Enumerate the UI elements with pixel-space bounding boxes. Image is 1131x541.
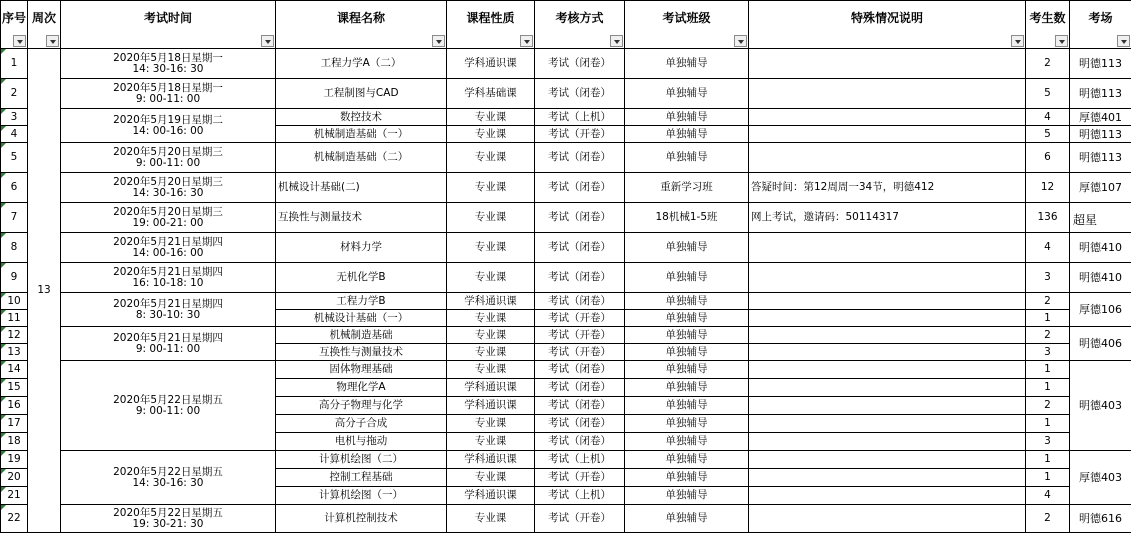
cell-mode[interactable]: 考试（开卷） — [535, 310, 625, 327]
table-row — [1, 203, 1131, 233]
cell-mode[interactable]: 考试（开卷） — [535, 505, 625, 533]
table-row — [1, 327, 1131, 344]
cell-note[interactable] — [749, 361, 1026, 379]
cell-time[interactable]: 2020年5月20日星期三 9: 00-11: 00 — [61, 143, 276, 173]
cell-note[interactable] — [749, 327, 1026, 344]
cell-count[interactable]: 3 — [1026, 263, 1070, 293]
cell-class[interactable]: 单独辅导 — [625, 451, 749, 469]
cell-no[interactable]: 2 — [1, 79, 28, 109]
header-class: 考试班级 — [625, 1, 749, 49]
cell-time[interactable]: 2020年5月20日星期三 19: 00-21: 00 — [61, 203, 276, 233]
cell-course[interactable]: 互换性与测量技术 — [276, 203, 447, 233]
filter-dropdown-icon[interactable] — [432, 35, 445, 47]
cell-mode[interactable]: 考试（闭卷） — [535, 49, 625, 79]
cell-count[interactable]: 4 — [1026, 487, 1070, 505]
cell-no[interactable]: 12 — [1, 327, 28, 344]
cell-no[interactable]: 14 — [1, 361, 28, 379]
header-mode: 考核方式 — [535, 1, 625, 49]
cell-mode[interactable]: 考试（闭卷） — [535, 293, 625, 310]
cell-nature[interactable]: 专业课 — [447, 327, 535, 344]
note-marker-icon — [1, 487, 6, 492]
cell-course[interactable]: 机械制造基础 — [276, 327, 447, 344]
note-marker-icon — [1, 469, 6, 474]
cell-mode[interactable]: 考试（闭卷） — [535, 263, 625, 293]
cell-course[interactable]: 材料力学 — [276, 233, 447, 263]
cell-time[interactable]: 2020年5月18日星期一 14: 30-16: 30 — [61, 49, 276, 79]
cell-nature[interactable]: 学科基础课 — [447, 79, 535, 109]
cell-time[interactable]: 2020年5月19日星期二 14: 00-16: 00 — [61, 109, 276, 143]
cell-note[interactable] — [749, 233, 1026, 263]
cell-note[interactable] — [749, 469, 1026, 487]
note-marker-icon — [1, 293, 6, 298]
cell-room[interactable]: 明德113 — [1070, 49, 1131, 79]
cell-course[interactable]: 工程制图与CAD — [276, 79, 447, 109]
cell-mode[interactable]: 考试（闭卷） — [535, 233, 625, 263]
table-row — [1, 109, 1131, 126]
cell-no[interactable]: 8 — [1, 233, 28, 263]
table-row — [1, 233, 1131, 263]
cell-room[interactable]: 明德113 — [1070, 126, 1131, 143]
cell-count[interactable]: 1 — [1026, 310, 1070, 327]
cell-class[interactable]: 单独辅导 — [625, 505, 749, 533]
note-marker-icon — [1, 361, 6, 366]
cell-class[interactable]: 单独辅导 — [625, 327, 749, 344]
table-row — [1, 361, 1131, 379]
cell-course[interactable]: 控制工程基础 — [276, 469, 447, 487]
cell-course[interactable]: 物理化学A — [276, 379, 447, 397]
cell-room[interactable]: 明德410 — [1070, 263, 1131, 293]
cell-class[interactable]: 单独辅导 — [625, 263, 749, 293]
cell-class[interactable]: 单独辅导 — [625, 433, 749, 451]
note-marker-icon — [1, 310, 6, 315]
filter-dropdown-icon[interactable] — [734, 35, 747, 47]
cell-class[interactable]: 单独辅导 — [625, 49, 749, 79]
filter-dropdown-icon[interactable] — [610, 35, 623, 47]
cell-time[interactable]: 2020年5月20日星期三 14: 30-16: 30 — [61, 173, 276, 203]
cell-mode[interactable]: 考试（闭卷） — [535, 379, 625, 397]
cell-no[interactable]: 15 — [1, 379, 28, 397]
cell-note[interactable] — [749, 487, 1026, 505]
cell-note[interactable] — [749, 505, 1026, 533]
cell-nature[interactable]: 学科通识课 — [447, 487, 535, 505]
note-marker-icon — [1, 433, 6, 438]
cell-no[interactable]: 1 — [1, 49, 28, 79]
note-marker-icon — [1, 143, 6, 148]
cell-class[interactable]: 单独辅导 — [625, 415, 749, 433]
cell-nature[interactable]: 学科通识课 — [447, 49, 535, 79]
note-marker-icon — [1, 173, 6, 178]
note-marker-icon — [1, 397, 6, 402]
cell-note[interactable] — [749, 49, 1026, 79]
cell-no[interactable]: 18 — [1, 433, 28, 451]
cell-nature[interactable]: 学科通识课 — [447, 379, 535, 397]
cell-no[interactable]: 10 — [1, 293, 28, 310]
filter-dropdown-icon[interactable] — [261, 35, 274, 47]
header-note: 特殊情况说明 — [749, 1, 1026, 49]
cell-class[interactable]: 单独辅导 — [625, 379, 749, 397]
cell-class[interactable]: 单独辅导 — [625, 126, 749, 143]
note-marker-icon — [1, 344, 6, 349]
note-marker-icon — [1, 415, 6, 420]
cell-class[interactable]: 单独辅导 — [625, 361, 749, 379]
cell-course[interactable]: 互换性与测量技术 — [276, 344, 447, 361]
cell-room[interactable]: 超星 — [1070, 203, 1131, 233]
cell-nature[interactable]: 专业课 — [447, 415, 535, 433]
cell-count[interactable]: 136 — [1026, 203, 1070, 233]
filter-dropdown-icon[interactable] — [1055, 35, 1068, 47]
cell-class[interactable]: 单独辅导 — [625, 79, 749, 109]
note-marker-icon — [1, 379, 6, 384]
cell-count[interactable]: 12 — [1026, 173, 1070, 203]
cell-class[interactable]: 单独辅导 — [625, 469, 749, 487]
cell-week[interactable]: 13 — [28, 49, 61, 533]
cell-no[interactable]: 9 — [1, 263, 28, 293]
cell-time[interactable]: 2020年5月21日星期四 9: 00-11: 00 — [61, 327, 276, 361]
header-course: 课程名称 — [276, 1, 447, 49]
cell-nature[interactable]: 专业课 — [447, 361, 535, 379]
note-marker-icon — [1, 126, 6, 131]
cell-time[interactable]: 2020年5月22日星期五 9: 00-11: 00 — [61, 361, 276, 451]
cell-count[interactable]: 2 — [1026, 49, 1070, 79]
note-marker-icon — [1, 451, 6, 456]
cell-course[interactable]: 计算机绘图（二） — [276, 451, 447, 469]
cell-no[interactable]: 5 — [1, 143, 28, 173]
cell-note[interactable] — [749, 293, 1026, 310]
cell-room[interactable]: 厚德106 — [1070, 293, 1131, 327]
cell-class[interactable]: 单独辅导 — [625, 293, 749, 310]
cell-nature[interactable]: 专业课 — [447, 344, 535, 361]
cell-count[interactable]: 4 — [1026, 109, 1070, 126]
cell-nature[interactable]: 专业课 — [447, 143, 535, 173]
cell-mode[interactable]: 考试（开卷） — [535, 344, 625, 361]
cell-note[interactable] — [749, 109, 1026, 126]
cell-time[interactable]: 2020年5月22日星期五 14: 30-16: 30 — [61, 451, 276, 505]
cell-no[interactable]: 16 — [1, 397, 28, 415]
cell-note[interactable]: 答疑时间：第12周周一34节，明德412 — [749, 173, 1026, 203]
cell-note[interactable] — [749, 344, 1026, 361]
cell-no[interactable]: 4 — [1, 126, 28, 143]
cell-note[interactable] — [749, 379, 1026, 397]
cell-nature[interactable]: 专业课 — [447, 263, 535, 293]
cell-course[interactable]: 固体物理基础 — [276, 361, 447, 379]
cell-nature[interactable]: 学科通识课 — [447, 293, 535, 310]
cell-count[interactable]: 1 — [1026, 379, 1070, 397]
cell-note[interactable] — [749, 433, 1026, 451]
cell-note[interactable] — [749, 79, 1026, 109]
table-row — [1, 173, 1131, 203]
cell-no[interactable]: 11 — [1, 310, 28, 327]
cell-count[interactable]: 2 — [1026, 327, 1070, 344]
table-row — [1, 143, 1131, 173]
cell-no[interactable]: 22 — [1, 505, 28, 533]
cell-time[interactable]: 2020年5月21日星期四 8: 30-10: 30 — [61, 293, 276, 327]
filter-dropdown-icon[interactable] — [1117, 35, 1130, 47]
header-no: 序号 — [1, 1, 28, 49]
cell-nature[interactable]: 专业课 — [447, 233, 535, 263]
table-row — [1, 451, 1131, 469]
cell-room[interactable]: 明德410 — [1070, 233, 1131, 263]
cell-mode[interactable]: 考试（闭卷） — [535, 397, 625, 415]
header-count: 考生数 — [1026, 1, 1070, 49]
cell-room[interactable]: 厚德107 — [1070, 173, 1131, 203]
cell-room[interactable]: 厚德403 — [1070, 451, 1131, 505]
cell-class[interactable]: 重新学习班 — [625, 173, 749, 203]
note-marker-icon — [1, 79, 6, 84]
cell-course[interactable]: 机械设计基础（一） — [276, 310, 447, 327]
cell-count[interactable]: 3 — [1026, 433, 1070, 451]
cell-room[interactable]: 明德113 — [1070, 79, 1131, 109]
cell-class[interactable]: 单独辅导 — [625, 109, 749, 126]
cell-count[interactable]: 4 — [1026, 233, 1070, 263]
cell-mode[interactable]: 考试（开卷） — [535, 469, 625, 487]
table-row — [1, 263, 1131, 293]
cell-note[interactable]: 网上考试，邀请码：50114317 — [749, 203, 1026, 233]
cell-count[interactable]: 5 — [1026, 126, 1070, 143]
cell-class[interactable]: 18机械1-5班 — [625, 203, 749, 233]
cell-course[interactable]: 机械制造基础（二） — [276, 143, 447, 173]
cell-course[interactable]: 机械设计基础(二) — [276, 173, 447, 203]
cell-no[interactable]: 7 — [1, 203, 28, 233]
cell-mode[interactable]: 考试（闭卷） — [535, 433, 625, 451]
cell-no[interactable]: 19 — [1, 451, 28, 469]
cell-count[interactable]: 1 — [1026, 415, 1070, 433]
cell-course[interactable]: 无机化学B — [276, 263, 447, 293]
note-marker-icon — [1, 327, 6, 332]
cell-nature[interactable]: 学科通识课 — [447, 451, 535, 469]
header-time: 考试时间 — [61, 1, 276, 49]
cell-time[interactable]: 2020年5月18日星期一 9: 00-11: 00 — [61, 79, 276, 109]
cell-note[interactable] — [749, 126, 1026, 143]
cell-note[interactable] — [749, 397, 1026, 415]
cell-class[interactable]: 单独辅导 — [625, 233, 749, 263]
cell-room[interactable]: 明德406 — [1070, 327, 1131, 361]
cell-note[interactable] — [749, 451, 1026, 469]
cell-nature[interactable]: 专业课 — [447, 173, 535, 203]
header-row — [1, 1, 1131, 49]
cell-course[interactable]: 计算机绘图（一） — [276, 487, 447, 505]
cell-course[interactable]: 工程力学B — [276, 293, 447, 310]
filter-dropdown-icon[interactable] — [46, 35, 59, 47]
table-row — [1, 293, 1131, 310]
cell-note[interactable] — [749, 263, 1026, 293]
cell-count[interactable]: 1 — [1026, 361, 1070, 379]
filter-dropdown-icon[interactable] — [1011, 35, 1024, 47]
cell-room[interactable]: 明德403 — [1070, 361, 1131, 451]
cell-class[interactable]: 单独辅导 — [625, 487, 749, 505]
cell-mode[interactable]: 考试（闭卷） — [535, 361, 625, 379]
cell-mode[interactable]: 考试（闭卷） — [535, 173, 625, 203]
cell-count[interactable]: 1 — [1026, 469, 1070, 487]
note-marker-icon — [1, 505, 6, 510]
cell-nature[interactable]: 专业课 — [447, 109, 535, 126]
cell-mode[interactable]: 考试（开卷） — [535, 327, 625, 344]
cell-time[interactable]: 2020年5月21日星期四 14: 00-16: 00 — [61, 233, 276, 263]
table-row — [1, 505, 1131, 533]
cell-nature[interactable]: 学科通识课 — [447, 397, 535, 415]
filter-dropdown-icon[interactable] — [13, 35, 26, 47]
cell-room[interactable]: 明德113 — [1070, 143, 1131, 173]
cell-note[interactable] — [749, 143, 1026, 173]
cell-no[interactable]: 3 — [1, 109, 28, 126]
note-marker-icon — [1, 109, 6, 114]
cell-course[interactable]: 数控技术 — [276, 109, 447, 126]
cell-no[interactable]: 13 — [1, 344, 28, 361]
cell-nature[interactable]: 专业课 — [447, 469, 535, 487]
cell-no[interactable]: 20 — [1, 469, 28, 487]
header-week: 周次 — [28, 1, 61, 49]
header-nature: 课程性质 — [447, 1, 535, 49]
cell-course[interactable]: 高分子物理与化学 — [276, 397, 447, 415]
note-marker-icon — [1, 49, 6, 54]
cell-mode[interactable]: 考试（上机） — [535, 109, 625, 126]
cell-mode[interactable]: 考试（上机） — [535, 451, 625, 469]
cell-nature[interactable]: 专业课 — [447, 310, 535, 327]
cell-count[interactable]: 2 — [1026, 505, 1070, 533]
filter-dropdown-icon[interactable] — [520, 35, 533, 47]
cell-note[interactable] — [749, 415, 1026, 433]
cell-mode[interactable]: 考试（闭卷） — [535, 143, 625, 173]
cell-mode[interactable]: 考试（上机） — [535, 487, 625, 505]
cell-course[interactable]: 工程力学A（二） — [276, 49, 447, 79]
header-room: 考场 — [1070, 1, 1131, 49]
cell-count[interactable]: 2 — [1026, 397, 1070, 415]
cell-class[interactable]: 单独辅导 — [625, 397, 749, 415]
cell-count[interactable]: 1 — [1026, 451, 1070, 469]
cell-time[interactable]: 2020年5月21日星期四 16: 10-18: 10 — [61, 263, 276, 293]
note-marker-icon — [1, 203, 6, 208]
cell-nature[interactable]: 专业课 — [447, 505, 535, 533]
cell-class[interactable]: 单独辅导 — [625, 310, 749, 327]
cell-mode[interactable]: 考试（闭卷） — [535, 79, 625, 109]
note-marker-icon — [1, 233, 6, 238]
cell-nature[interactable]: 专业课 — [447, 203, 535, 233]
cell-count[interactable]: 2 — [1026, 293, 1070, 310]
table-row — [1, 49, 1131, 79]
table-row — [1, 79, 1131, 109]
cell-class[interactable]: 单独辅导 — [625, 143, 749, 173]
cell-count[interactable]: 3 — [1026, 344, 1070, 361]
cell-class[interactable]: 单独辅导 — [625, 344, 749, 361]
cell-time[interactable]: 2020年5月22日星期五 19: 30-21: 30 — [61, 505, 276, 533]
cell-no[interactable]: 21 — [1, 487, 28, 505]
cell-no[interactable]: 6 — [1, 173, 28, 203]
cell-course[interactable]: 计算机控制技术 — [276, 505, 447, 533]
cell-nature[interactable]: 专业课 — [447, 433, 535, 451]
cell-mode[interactable]: 考试（开卷） — [535, 126, 625, 143]
cell-mode[interactable]: 考试（闭卷） — [535, 415, 625, 433]
cell-mode[interactable]: 考试（闭卷） — [535, 203, 625, 233]
cell-course[interactable]: 高分子合成 — [276, 415, 447, 433]
cell-room[interactable]: 明德616 — [1070, 505, 1131, 533]
cell-course[interactable]: 电机与拖动 — [276, 433, 447, 451]
cell-count[interactable]: 5 — [1026, 79, 1070, 109]
cell-nature[interactable]: 专业课 — [447, 126, 535, 143]
cell-count[interactable]: 6 — [1026, 143, 1070, 173]
cell-no[interactable]: 17 — [1, 415, 28, 433]
cell-room[interactable]: 厚德401 — [1070, 109, 1131, 126]
note-marker-icon — [1, 263, 6, 268]
cell-course[interactable]: 机械制造基础（一） — [276, 126, 447, 143]
cell-note[interactable] — [749, 310, 1026, 327]
